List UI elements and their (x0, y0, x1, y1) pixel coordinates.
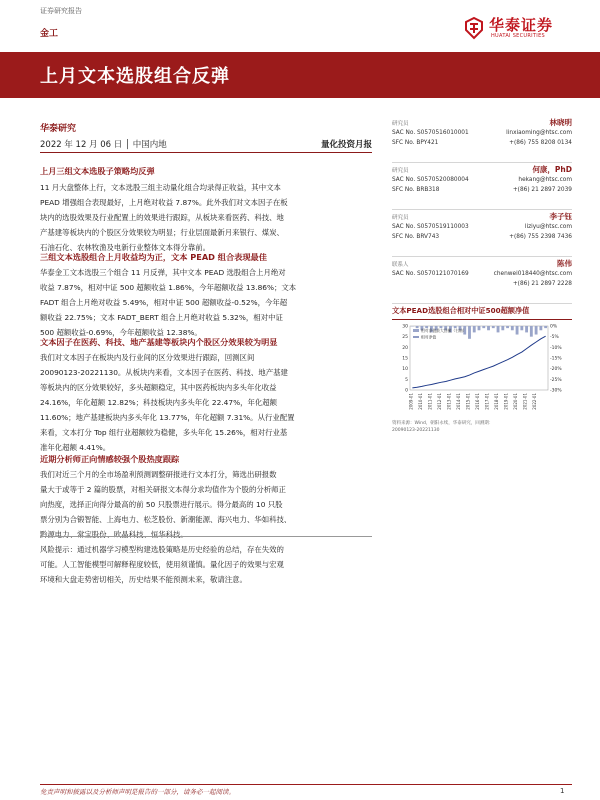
x-tick-label: 2018-01 (494, 393, 500, 410)
analyst-phone: +(86) 755 8208 0134 (509, 140, 572, 146)
drawdown-bar (525, 326, 528, 332)
paragraph-line: 收益 7.87%，相对中证 500 超额收益 1.86%，今年超额收益 13.86%；文本 (40, 283, 297, 292)
analyst-name: 何康，PhD (532, 165, 572, 174)
y-left-tick-label: 5 (405, 377, 408, 383)
chart-period: 20090123-20221130 (392, 428, 440, 433)
y-left-tick-label: 15 (402, 356, 408, 362)
drawdown-bar (416, 326, 419, 328)
section-body-2 (40, 265, 372, 340)
drawdown-bar (482, 326, 485, 328)
paragraph-line: FADT 组合上月绝对收益 5.49%，相对中证 500 超额收益-0.52%，今年超 (40, 298, 288, 307)
y-right-tick-label: -10% (550, 345, 562, 351)
y-left-tick-label: 0 (405, 388, 408, 394)
paragraph-line: 我们对近三个月的全市场盈利预测调整研报进行文本打分，筛选出研报数 (40, 470, 277, 479)
x-tick-label: 2011-01 (427, 393, 433, 410)
paragraph-line: 向热度，选择正向得分最高的前 50 只股票进行展示。得分最高的 10 只股 (40, 500, 283, 509)
y-right-tick-label: -30% (550, 388, 562, 394)
paragraph-line: 产基建等板块内的个股区分效果较为明显；行业层面最新月来银行、煤炭、 (40, 228, 284, 237)
x-tick-label: 2009-01 (408, 393, 414, 410)
paragraph-line: 11 月大盘整体上行，文本选股三组主动量化组合均录得正收益，其中文本 (40, 183, 281, 192)
analyst-sfc: SFC No. BPY421 (392, 140, 439, 146)
paragraph-line: 24.16%，年化超额 12.82%；科技板块内多头年化 22.47%，年化超额 (40, 398, 278, 407)
paragraph-line: 500 超额收益-0.69%，今年超额收益 12.38%。 (40, 328, 202, 337)
analyst-name: 陈伟 (557, 259, 572, 268)
paragraph-line: 额收益 22.75%；文本 FADT_BERT 组合上月绝对收益 5.32%，相对中证 (40, 313, 283, 322)
drawdown-bar (473, 326, 476, 332)
y-right-tick-label: -20% (550, 367, 562, 373)
analyst-sac: SAC No. S0570519110003 (392, 224, 469, 230)
drawdown-bar (487, 326, 490, 330)
legend-swatch-drawdown (413, 329, 419, 332)
x-tick-label: 2021-01 (522, 393, 528, 410)
paragraph-line: 准年化超额 4.41%。 (40, 443, 111, 452)
y-right-tick-label: -25% (550, 377, 562, 383)
risk-divider (40, 536, 372, 537)
x-tick-label: 2022-01 (532, 393, 538, 410)
chart-source: 资料来源：Wind，朝阳永续，华泰研究，回测期： (392, 421, 494, 426)
risk-line: 可能。人工智能模型可解释程度较低，使用须谨慎。量化因子的效果与宏观 (40, 560, 284, 569)
header-divider (40, 152, 372, 153)
drawdown-bar (535, 326, 538, 335)
analyst-card (392, 210, 572, 257)
drawdown-bar (497, 326, 500, 332)
analyst-card (392, 163, 572, 210)
section-body-4 (40, 467, 372, 542)
paragraph-line: 黔源电力、常宝股份、欧晶科技、恒华科技。 (40, 530, 188, 539)
analyst-phone: +(86) 755 2398 7436 (509, 234, 572, 240)
x-tick-label: 2019-01 (503, 393, 509, 410)
analyst-role: 研究员 (392, 168, 409, 174)
legend-label-nav: 相对净值 (421, 334, 437, 340)
analyst-role: 联系人 (392, 262, 409, 268)
title-banner (0, 52, 600, 98)
drawdown-bar (539, 326, 542, 330)
footer-disclaimer: 免责声明和披露以及分析师声明是报告的一部分，请务必一起阅读。 (40, 788, 235, 796)
risk-line: 环境和大盘走势密切相关，历史结果不能预测未来，敬请注意。 (40, 575, 247, 584)
analyst-phone: +(86) 21 2897 2228 (512, 281, 572, 287)
analyst-email[interactable]: chenwei018440@htsc.com (493, 271, 572, 277)
analyst-phone: +(86) 21 2897 2039 (512, 187, 572, 193)
analyst-sfc: SFC No. BRV743 (392, 234, 440, 240)
x-tick-label: 2015-01 (465, 393, 471, 410)
paragraph-line: 11.60%；地产基建板块内多头年化 13.77%，年化超额 7.31%。从行业配置 (40, 413, 295, 422)
analyst-name: 李子钰 (549, 212, 572, 221)
drawdown-bar (506, 326, 509, 328)
risk-line: 风险提示：通过机器学习模型构建选股策略是历史经验的总结，存在失效的 (40, 545, 284, 554)
analyst-panel (392, 116, 572, 304)
paragraph-line: 来看，文本打分 Top 组行业超额较为稳健，多头年化 15.26%，相对行业基 (40, 428, 288, 437)
chart-container (392, 322, 572, 414)
drawdown-bar (478, 326, 481, 330)
x-tick-label: 2012-01 (436, 393, 442, 410)
analyst-email[interactable]: liziyu@htsc.com (524, 224, 572, 230)
analyst-sac: SAC No. S0570520080004 (392, 177, 469, 183)
section-heading-4: 近期分析师正向情感较强个股热度跟踪 (40, 454, 180, 464)
analyst-sac: SAC No. S0570121070169 (392, 271, 469, 277)
section-body-3 (40, 350, 372, 455)
section-tag: 金工 (40, 29, 59, 39)
analyst-email[interactable]: linxiaoming@htsc.com (506, 130, 572, 136)
analyst-role: 研究员 (392, 215, 409, 221)
drawdown-bar (516, 326, 519, 335)
x-tick-label: 2014-01 (455, 393, 461, 410)
section-body-1 (40, 180, 372, 255)
analyst-email[interactable]: hekang@htsc.com (518, 177, 572, 183)
x-tick-label: 2017-01 (484, 393, 490, 410)
report-title: 上月文本选股组合反弹 (40, 66, 230, 87)
section-heading-2: 三组文本选股组合上月收益均为正，文本 PEAD 组合表现最佳 (40, 252, 267, 262)
paragraph-line: 等板块内的区分效果较好，多头超额稳定，其中医药板块内多头年化收益 (40, 383, 277, 392)
org-name: 华泰研究 (40, 124, 77, 134)
section-heading-3: 文本因子在医药、科技、地产基建等板块内个股区分效果较为明显 (40, 337, 278, 347)
drawdown-bar (468, 326, 471, 339)
paragraph-line: 石油石化、农林牧渔及电新行业整体文本得分靠前。 (40, 243, 210, 252)
logo-text-en: HUATAI SECURITIES (491, 33, 545, 39)
risk-disclosure (40, 542, 372, 587)
analyst-card (392, 116, 572, 163)
top-label: 证券研究报告 (40, 7, 82, 15)
paragraph-line: 块内的选股效果及行业配置上的效果进行跟踪，从板块来看医药、科技、地 (40, 213, 284, 222)
footer-divider (40, 784, 572, 785)
chart-title: 文本PEAD选股组合相对中证500超额净值 (392, 306, 572, 320)
analyst-sac: SAC No. S0570516010001 (392, 130, 469, 136)
x-tick-label: 2013-01 (446, 393, 452, 410)
legend-label-drawdown: 相对净值最大回撤（右轴） (421, 328, 467, 333)
y-left-tick-label: 25 (402, 335, 408, 341)
analyst-card (392, 257, 572, 304)
paragraph-line: 票分别为合锻智能、上海电力、松芝股份、新潮能源、海兴电力、华如科技、 (40, 515, 292, 524)
drawdown-bar (530, 326, 533, 337)
drawdown-bar (492, 326, 495, 328)
excess-nav-chart (392, 322, 572, 414)
nav-line (412, 336, 545, 388)
y-left-tick-label: 20 (402, 345, 408, 351)
paragraph-line: 量大于或等于 2 篇的股票，对相关研报文本得分求均值作为个股的分析师正 (40, 485, 286, 494)
drawdown-bar (544, 326, 547, 328)
drawdown-bar (520, 326, 523, 330)
paragraph-line: PEAD 增强组合表现最好，上月绝对收益 7.87%。此外我们对文本因子在板 (40, 198, 288, 207)
report-type: 量化投资月报 (320, 140, 372, 150)
drawdown-bar (511, 326, 514, 330)
x-tick-label: 2016-01 (475, 393, 480, 410)
paragraph-line: 华泰金工文本选股三个组合 11 月反弹，其中文本 PEAD 选股组合上月绝对 (40, 268, 286, 277)
section-heading-1: 上月三组文本选股子策略均反弹 (40, 166, 155, 176)
y-right-tick-label: 0% (550, 324, 558, 330)
logo-text-cn: 华泰证券 (489, 16, 554, 34)
x-tick-label: 2010-01 (417, 393, 423, 410)
page-number: 1 (560, 787, 565, 795)
analyst-sfc: SFC No. BRB318 (392, 187, 440, 193)
huatai-logo (462, 14, 572, 44)
y-right-tick-label: -15% (550, 356, 562, 362)
drawdown-bar (501, 326, 504, 330)
analyst-role: 研究员 (392, 121, 409, 127)
analyst-name: 林晓明 (549, 118, 572, 127)
y-left-tick-label: 30 (402, 324, 408, 330)
x-tick-label: 2020-01 (513, 393, 519, 410)
y-right-tick-label: -5% (550, 335, 559, 341)
y-left-tick-label: 10 (402, 367, 408, 373)
report-dateline: 2022 年 12 月 06 日 │ 中国内地 (40, 140, 167, 150)
huatai-logo-mark-icon (462, 16, 486, 40)
paragraph-line: 我们对文本因子在板块内及行业间的区分效果进行跟踪，回测区间 (40, 353, 255, 362)
paragraph-line: 20090123-20221130。从板块内来看，文本因子在医药、科技、地产基建 (40, 368, 288, 377)
